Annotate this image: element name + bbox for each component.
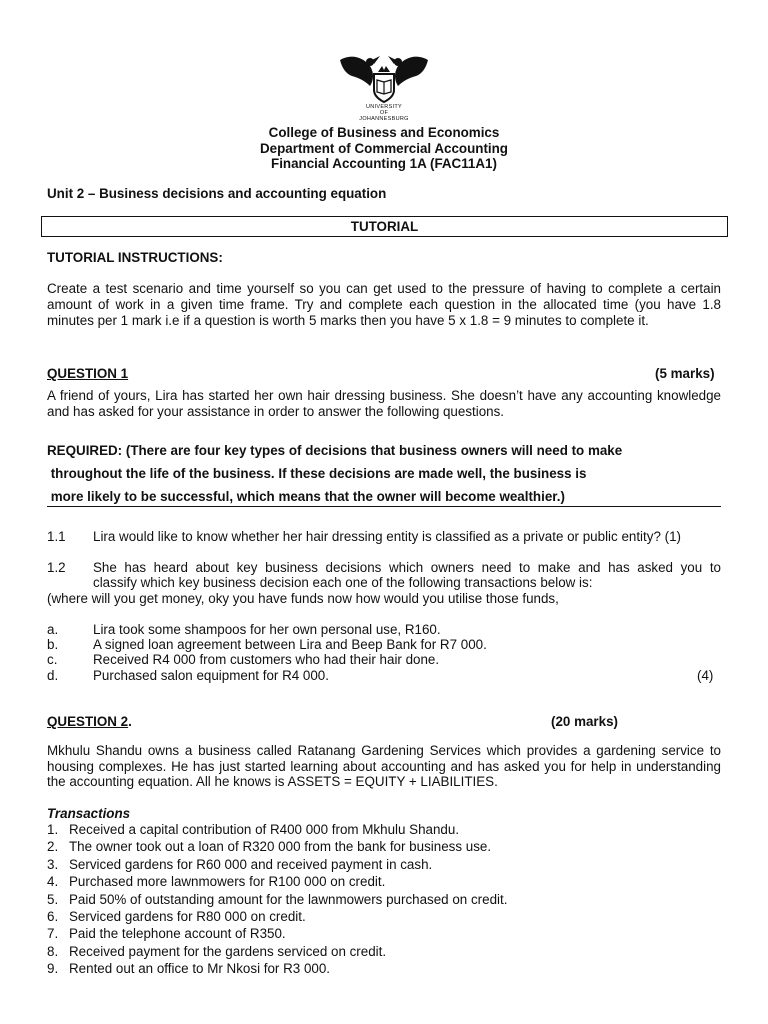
question-1-intro: A friend of yours, Lira has started her own hair dressing business. She doesn’t have any accounting knowledge and has asked for your assistance in order to answer the following questions. [47, 388, 721, 419]
item-1-2-number: 1.2 [47, 560, 66, 575]
subitem-a-text: Lira took some shampoos for her own personal use, R160. [93, 622, 441, 637]
transaction-number: 1. [47, 822, 59, 837]
transaction-item [47, 943, 507, 960]
question-1-marks: (5 marks) [655, 366, 715, 381]
transaction-number: 9. [47, 961, 59, 977]
logo-text-of: OF [379, 110, 389, 116]
subitem-d-label: d. [47, 668, 59, 683]
question-2-intro: Mkhulu Shandu owns a business called Ratanang Gardening Services which provides a gardening service to housing complexes. He has just started learning about accounting and has asked you for help in understanding the accounting equation. All he knows is ASSETS = EQUITY + LIABILITIES. [47, 743, 721, 789]
transaction-item [47, 925, 507, 942]
transaction-number: 4. [47, 874, 59, 890]
transaction-text: The owner took out a loan of R320 000 from the bank for business use. [69, 839, 492, 855]
transactions-heading: Transactions [47, 806, 131, 821]
required-line-2: throughout the life of the business. If these decisions are made well, the business is [47, 466, 587, 481]
question-2-heading: QUESTION 2 [47, 714, 129, 729]
instructions-heading: TUTORIAL INSTRUCTIONS: [47, 250, 223, 265]
question-2-marks: (20 marks) [551, 714, 618, 729]
course-title: Financial Accounting 1A (FAC11A1) [271, 156, 497, 171]
transaction-item [47, 873, 507, 890]
department-title: Department of Commercial Accounting [259, 141, 508, 156]
item-1-2-line-1: She has heard about key business decisions which owners need to make and has asked you to [93, 560, 721, 575]
transaction-item [47, 838, 507, 855]
instructions-body: Create a test scenario and time yourself so you can get used to the pressure of having to complete a certain amount of work in a given time frame. Try and complete each question in the allocated time (you have 1.8 minutes per 1 mark i.e if a question is worth 5 marks then you have 5 x 1.8 = 9 minutes to complete it. [47, 281, 721, 328]
question-2-heading-wrap [47, 714, 132, 729]
transaction-text: Paid the telephone account of R350. [69, 926, 286, 942]
required-line-1: REQUIRED: (There are four key types of decisions that business owners will need to make [47, 443, 623, 458]
item-1-1-number: 1.1 [47, 529, 66, 544]
transaction-number: 3. [47, 856, 59, 872]
unit-title: Unit 2 – Business decisions and accounting equation [47, 186, 387, 201]
transaction-number: 8. [47, 943, 59, 959]
question-2-heading-suffix: . [128, 714, 132, 729]
transaction-item [47, 908, 507, 925]
transaction-number: 2. [47, 839, 59, 855]
eagle-emblem-icon [336, 50, 432, 106]
transaction-text: Serviced gardens for R60 000 and received payment in cash. [69, 856, 433, 872]
logo-text-university: UNIVERSITY [365, 104, 402, 110]
transaction-text: Purchased more lawnmowers for R100 000 on credit. [69, 874, 386, 890]
item-1-2-line-2: classify which key business decision each one of the following transactions below is: [93, 575, 593, 590]
tutorial-box [41, 216, 728, 237]
required-line-3: more likely to be successful, which means that the owner will become wealthier.) [47, 489, 565, 504]
college-title: College of Business and Economics [268, 125, 500, 140]
subitem-d-text: Purchased salon equipment for R4 000. [93, 668, 329, 683]
transaction-number: 6. [47, 909, 59, 925]
item-1-1-text: Lira would like to know whether her hair dressing entity is classified as a private or public entity? (1) [93, 529, 681, 544]
transaction-item [47, 891, 507, 908]
transaction-number: 5. [47, 891, 59, 907]
transaction-text: Rented out an office to Mr Nkosi for R3 000. [69, 961, 331, 977]
transaction-text: Paid 50% of outstanding amount for the lawnmowers purchased on credit. [69, 891, 508, 907]
required-underline [47, 506, 721, 507]
transaction-item [47, 821, 507, 838]
transactions-list [47, 821, 507, 978]
university-logo [336, 50, 432, 126]
item-1-2-note: (where will you get money, oky you have funds now how would you utilise those funds, [47, 591, 559, 606]
subitem-c-label: c. [47, 652, 58, 667]
subitem-a-label: a. [47, 622, 59, 637]
transaction-item [47, 856, 507, 873]
subitem-c-text: Received R4 000 from customers who had their hair done. [93, 652, 440, 667]
logo-text-johannesburg: JOHANNESBURG [359, 116, 409, 122]
subitem-b-label: b. [47, 637, 59, 652]
question-1-heading: QUESTION 1 [47, 366, 129, 381]
subitems-marks: (4) [697, 668, 714, 683]
tutorial-box-label: TUTORIAL [350, 219, 419, 234]
subitem-b-text: A signed loan agreement between Lira and Beep Bank for R7 000. [93, 637, 487, 652]
transaction-text: Serviced gardens for R80 000 on credit. [69, 909, 306, 925]
transaction-text: Received payment for the gardens serviced on credit. [69, 943, 387, 959]
transaction-number: 7. [47, 926, 59, 942]
transaction-item [47, 960, 507, 977]
transaction-text: Received a capital contribution of R400 000 from Mkhulu Shandu. [69, 822, 460, 837]
